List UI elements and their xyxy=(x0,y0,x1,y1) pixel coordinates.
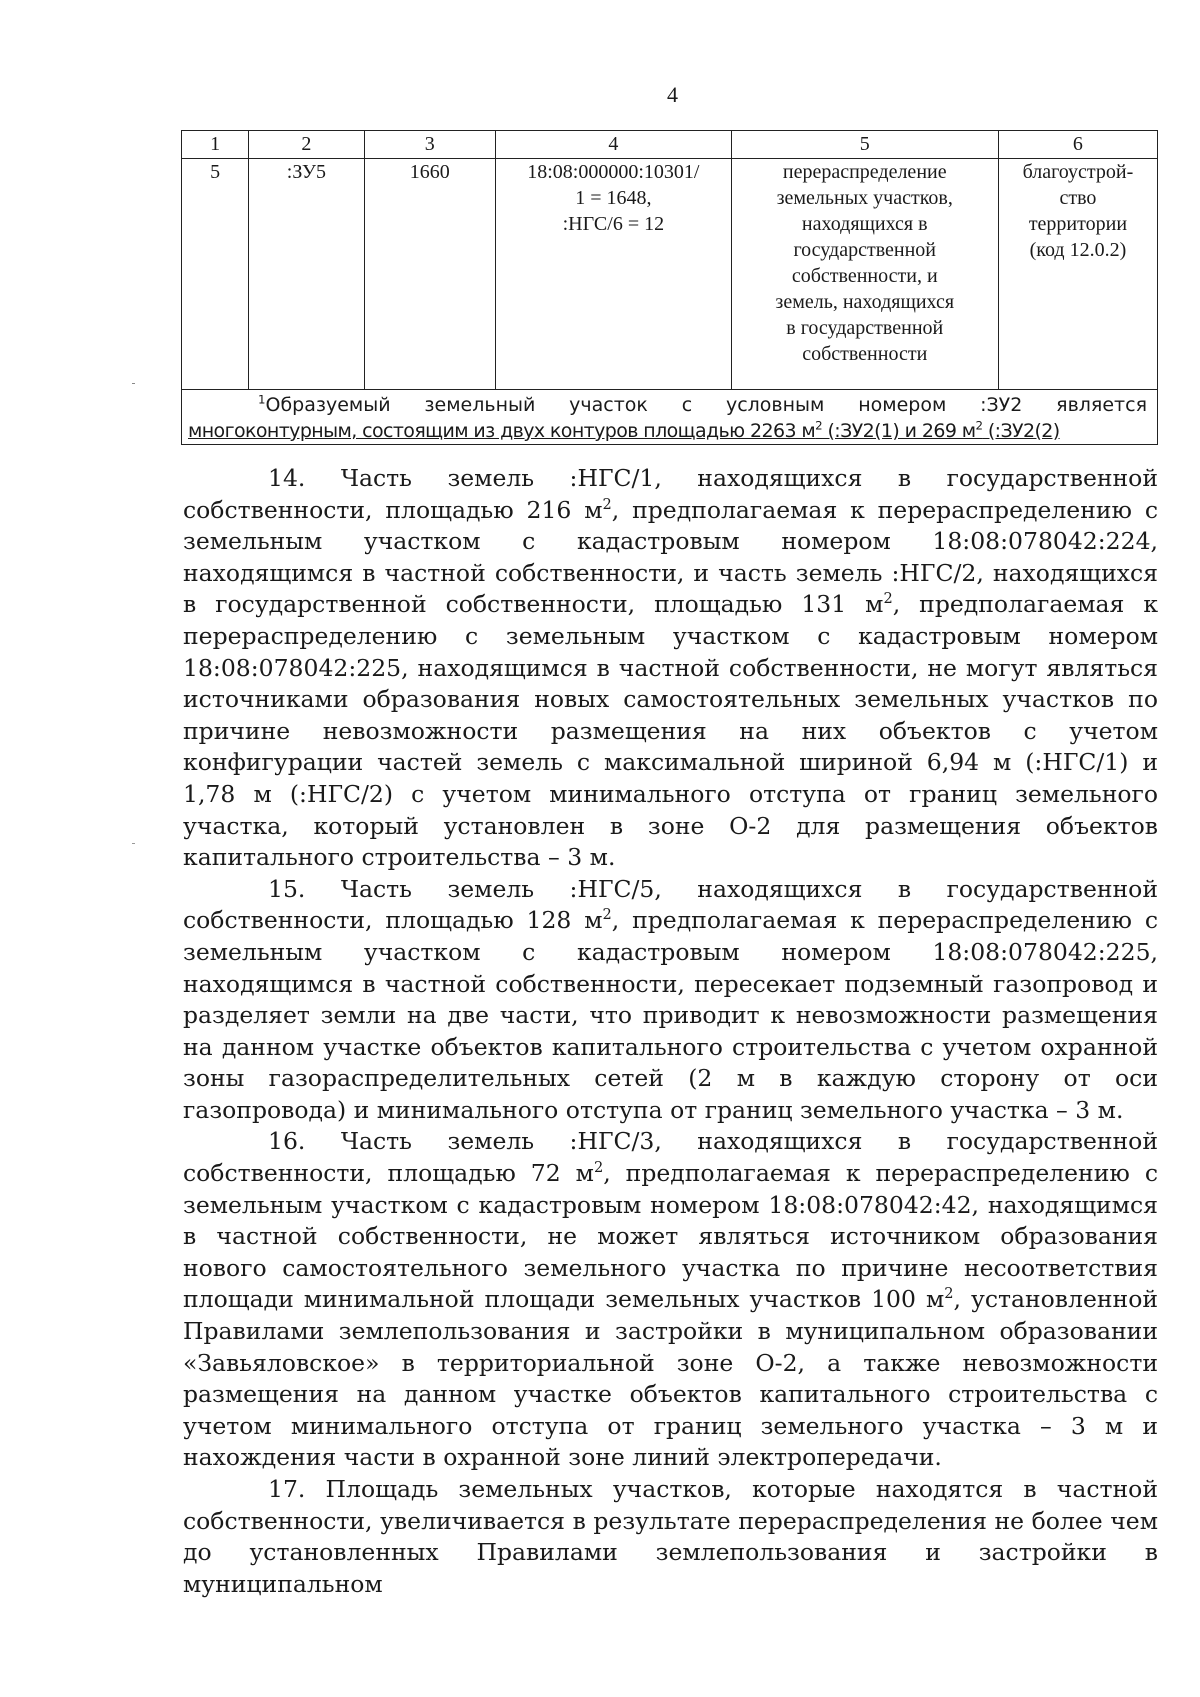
paragraph-text: , предполагаемая к перераспределению с земельным участком с кадастровым номером 18:08:078042:224, находящимся в частной собственности, и часть земель :НГС/2, находящихся в государственной собственности, площадью 131 м xyxy=(183,495,1158,619)
page-number: 4 xyxy=(667,82,678,107)
cell-line: территории xyxy=(1028,213,1128,235)
footnote-text: многоконтурным, состоящим из двух контуров площадью 2263 м xyxy=(188,420,816,442)
footnote-text: (:ЗУ2(1) и 269 м xyxy=(822,420,976,442)
table-header-cell: 5 xyxy=(731,131,998,159)
cell-line: благоустрой- xyxy=(1022,161,1134,183)
cell-line: государственной xyxy=(793,239,937,261)
cell-line: земельных участков, xyxy=(776,187,953,209)
footnote-text: (:ЗУ2(2) xyxy=(982,420,1060,442)
cell-line: перераспределение xyxy=(782,161,947,183)
table-header-cell: 2 xyxy=(249,131,364,159)
footnote-marker: 1 xyxy=(258,392,266,407)
cell-line: :НГС/6 = 12 xyxy=(562,213,665,235)
row-number-cell: 5 xyxy=(182,159,249,390)
superscript: 2 xyxy=(975,418,983,433)
paragraph-14 xyxy=(183,463,1158,874)
parcel-designation-cell: :ЗУ5 xyxy=(249,159,364,390)
paragraph-text: , предполагаемая к перераспределению с земельным участком с кадастровым номером 18:08:078042:42, находящимся в частной собственности, не может являться источником образования нового самостоятельного земельного участка по причине несоответствия площади минимальной площади земельных участков 100 м xyxy=(183,1159,1158,1314)
paragraph-text: , установленной Правилами землепользования и застройки в муниципальном образовании «Завьяловское» в территориальной зоне О-2, а также невозможности размещения на данном участке объектов капитального строительства с учетом минимального отступа от границ земельного участка – 3 м и нахождения части в охранной зоне линий электропередачи. xyxy=(183,1285,1159,1472)
paragraph-17 xyxy=(183,1474,1158,1600)
scan-mark xyxy=(132,383,135,384)
formation-method-cell xyxy=(731,159,998,390)
paragraph-text: , предполагаемая к перераспределению с земельным участком с кадастровым номером 18:08:078042:225, находящимся в частной собственности, не могут являться источниками образования новых самостоятельных земельных участков по причине невозможности размещения на них объектов с учетом конфигурации частей земель с максимальной шириной 6,94 м (:НГС/1) и 1,78 м (:НГС/2) с учетом минимального отступа от границ земельного участка, который установлен в зоне О-2 для размещения объектов капитального строительства – 3 м. xyxy=(183,590,1159,872)
superscript: 2 xyxy=(944,1285,954,1303)
cell-line: земель, находящихся xyxy=(775,291,955,313)
parcel-area-cell: 1660 xyxy=(364,159,496,390)
superscript: 2 xyxy=(602,906,612,924)
cell-line: ство xyxy=(1059,187,1097,209)
table-footnote-row xyxy=(182,390,1158,445)
permitted-use-cell xyxy=(998,159,1157,390)
paragraph-16 xyxy=(183,1126,1158,1474)
superscript: 2 xyxy=(883,590,893,608)
cell-line: 1 = 1648, xyxy=(575,187,652,209)
table-row xyxy=(182,159,1158,390)
source-parcels-cell xyxy=(496,159,732,390)
cell-line: 18:08:000000:10301/ xyxy=(527,161,700,183)
footnote-line xyxy=(188,392,1147,418)
paragraph-text: 17. Площадь земельных участков, которые находятся в частной собственности, увеличивается в результате перераспределения не более чем до установленных Правилами землепользования и застройки в муниципальном xyxy=(183,1475,1158,1598)
superscript: 2 xyxy=(593,1159,604,1177)
footnote-text: Образуемый земельный участок с условным номером :ЗУ2 является xyxy=(265,394,1147,416)
body-text xyxy=(183,463,1158,1600)
paragraph-15 xyxy=(183,874,1158,1127)
table-header-cell: 4 xyxy=(496,131,732,159)
table-header-cell: 3 xyxy=(364,131,496,159)
table-header-cell: 6 xyxy=(998,131,1157,159)
superscript: 2 xyxy=(815,418,823,433)
land-parcel-table xyxy=(181,130,1158,445)
paragraph-text: , предполагаемая к перераспределению с земельным участком с кадастровым номером 18:08:078042:225, находящимся в частной собственности, пересекает подземный газопровод и разделяет земли на две части, что приводит к невозможности размещения на данном участке объектов капитального строительства с учетом охранной зоны газораспределительных сетей (2 м в каждую сторону от оси газопровода) и минимального отступа от границ земельного участка – 3 м. xyxy=(183,906,1158,1124)
table-header-cell: 1 xyxy=(182,131,249,159)
cell-line: собственности, и xyxy=(791,265,938,287)
superscript: 2 xyxy=(602,495,612,513)
footnote-line xyxy=(188,418,1147,444)
cell-line: в государственной xyxy=(786,317,944,339)
paragraph-text: 15. Часть земель :НГС/5, находящихся в государственной собственности, площадью 128 м xyxy=(183,874,1158,935)
cell-line: собственности xyxy=(802,343,928,365)
table-footnote xyxy=(182,390,1158,445)
scan-mark xyxy=(132,843,135,844)
table-header-row xyxy=(182,131,1158,159)
paragraph-text: 16. Часть земель :НГС/3, находящихся в государственной собственности, площадью 72 м xyxy=(183,1127,1158,1188)
cell-line: находящихся в xyxy=(801,213,928,235)
paragraph-text: 14. Часть земель :НГС/1, находящихся в государственной собственности, площадью 216 м xyxy=(183,464,1158,524)
cell-line: (код 12.0.2) xyxy=(1029,239,1127,261)
